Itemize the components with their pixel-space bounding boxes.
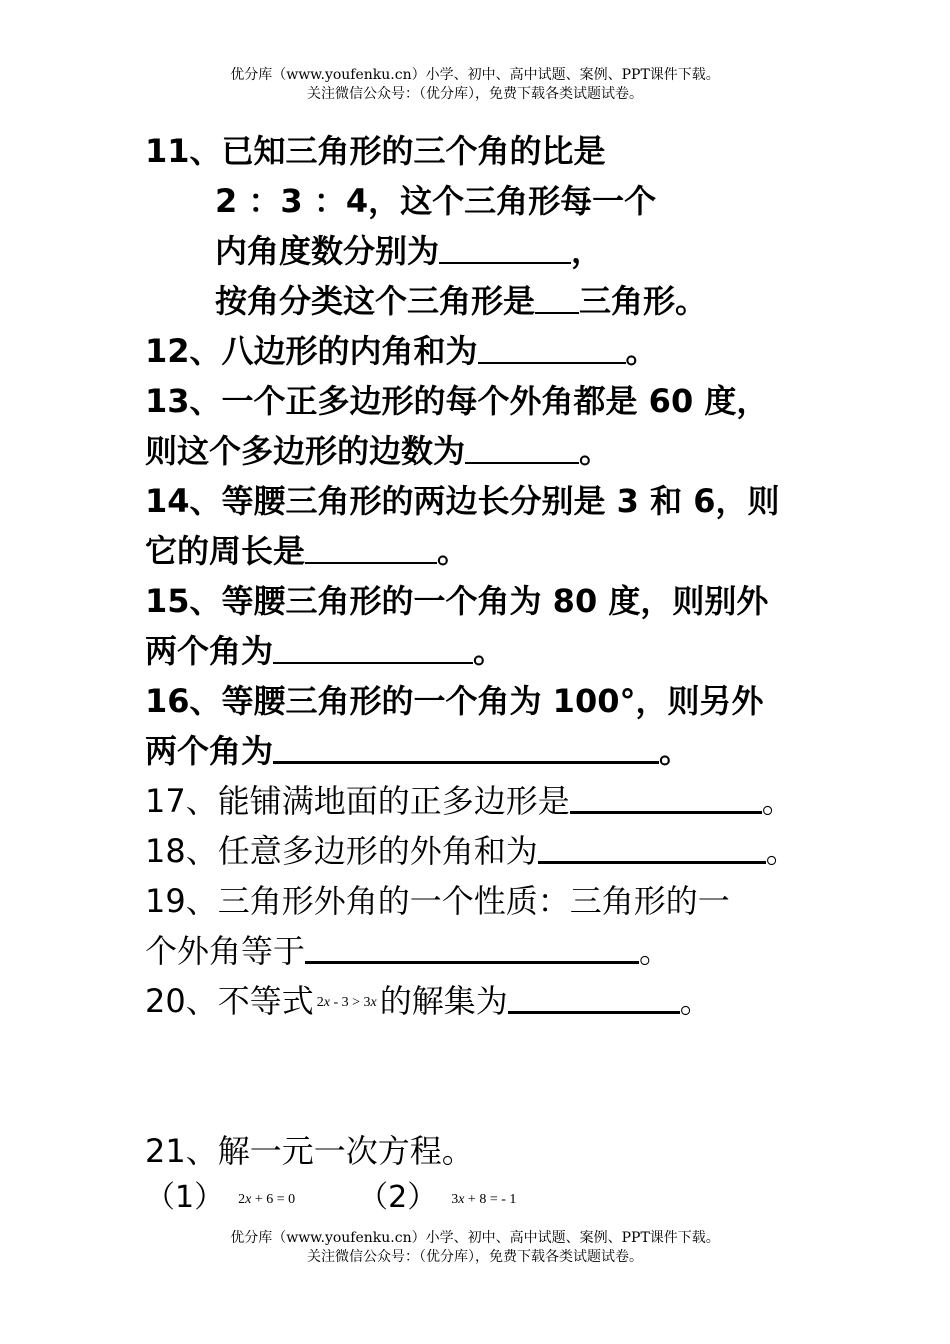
q17-line — [145, 776, 835, 826]
q18-text: 18、任意多边形的外角和为 — [145, 832, 538, 870]
q11-answer-blank-1[interactable] — [439, 228, 571, 264]
q11-text-4-end: 三角形。 — [579, 282, 708, 320]
q17-text: 17、能铺满地面的正多边形是 — [145, 782, 570, 820]
q21-eq2-rest: + 8 = - 1 — [464, 1192, 517, 1207]
q20-math-mid: - 3 > 3 — [329, 995, 371, 1010]
q21-eq1-var: x — [245, 1192, 252, 1207]
q20-line — [145, 976, 835, 1026]
q12-text: 12、八边形的内角和为 — [145, 332, 478, 370]
q15-text: 两个角为 — [145, 632, 274, 670]
q11-text-3: 内角度数分别为 — [215, 232, 440, 270]
q18-line — [145, 826, 835, 876]
header-line-1: 优分库（www.youfenku.cn）小学、初中、高中试题、案例、PPT课件下载。 — [230, 67, 720, 83]
q21-part-2-label: （2） — [358, 1180, 438, 1215]
q19-line-2 — [145, 926, 835, 976]
q15-end: 。 — [473, 632, 506, 670]
q11-line-3 — [145, 226, 835, 276]
footer-line-2: 关注微信公众号：（优分库），免费下载各类试题试卷。 — [307, 1249, 643, 1265]
q13-answer-blank[interactable] — [465, 428, 579, 464]
q16-end: 。 — [659, 732, 692, 770]
q21-eq2-coef: 3 — [451, 1192, 459, 1207]
q17-answer-blank[interactable] — [570, 777, 762, 814]
q21-equation-2 — [437, 1192, 519, 1207]
q16-text: 两个角为 — [145, 732, 274, 770]
q21-equations — [145, 1176, 835, 1220]
header-line-2: 关注微信公众号：（优分库），免费下载各类试题试卷。 — [307, 86, 643, 102]
q14-line-1: 14、等腰三角形的两边长分别是 3 和 6，则 — [145, 482, 780, 520]
q20-math-var-1: x — [323, 995, 330, 1010]
q11-line-4 — [145, 276, 835, 326]
q17-end: 。 — [761, 782, 794, 820]
footer-line-1: 优分库（www.youfenku.cn）小学、初中、高中试题、案例、PPT课件下载。 — [230, 1230, 720, 1246]
q14-text: 它的周长是 — [145, 532, 306, 570]
q20-text-2: 的解集为 — [379, 982, 508, 1020]
q19-end: 。 — [639, 932, 672, 970]
q16-line-1: 16、等腰三角形的一个角为 100°，则另外 — [145, 682, 764, 720]
q11-text-3-end: ， — [571, 232, 604, 270]
q12-line — [145, 326, 835, 376]
q21-part-1-label: （1） — [145, 1180, 225, 1215]
q20-answer-blank[interactable] — [508, 977, 680, 1014]
q20-text: 20、不等式 — [145, 982, 314, 1020]
q21-eq2-var: x — [458, 1192, 465, 1207]
q15-line-1: 15、等腰三角形的一个角为 80 度，则别外 — [145, 582, 769, 620]
q16-answer-blank[interactable] — [273, 727, 659, 764]
q20-math-coef: 2 — [316, 995, 324, 1010]
q15-answer-blank[interactable] — [273, 628, 473, 664]
q14-end: 。 — [437, 532, 470, 570]
question-list — [145, 126, 835, 1220]
q11-text-4: 按角分类这个三角形是 — [215, 282, 536, 320]
q18-end: 。 — [765, 832, 798, 870]
q13-line-2 — [145, 426, 835, 476]
q13-line-1: 13、一个正多边形的每个外角都是 60 度， — [145, 382, 769, 420]
q19-line-1: 19、三角形外角的一个性质：三角形的一 — [145, 882, 730, 920]
q11-line-2: 2 ：3 ：4，这个三角形每一个 — [215, 182, 657, 220]
q21-eq1-coef: 2 — [238, 1192, 246, 1207]
q18-answer-blank[interactable] — [538, 827, 766, 864]
q21-eq1-rest: + 6 = 0 — [251, 1192, 296, 1207]
q20-end: 。 — [679, 982, 712, 1020]
q19-text: 个外角等于 — [145, 932, 306, 970]
q14-line-2 — [145, 526, 835, 576]
q13-text: 则这个多边形的边数为 — [145, 432, 466, 470]
q16-line-2 — [145, 726, 835, 776]
q12-answer-blank[interactable] — [478, 328, 626, 364]
footer-banner — [0, 1229, 950, 1267]
q20-inequality — [314, 995, 380, 1010]
q12-end: 。 — [625, 332, 658, 370]
q11-answer-blank-2[interactable] — [535, 278, 579, 314]
q11-line-1: 11、已知三角形的三个角的比是 — [145, 132, 606, 170]
q19-answer-blank[interactable] — [305, 927, 639, 964]
header-banner — [0, 66, 950, 104]
q20-math-var-2: x — [370, 995, 377, 1010]
q15-line-2 — [145, 626, 835, 676]
q21-equation-1 — [224, 1192, 298, 1207]
q21-title: 21、解一元一次方程。 — [145, 1132, 474, 1170]
q14-answer-blank[interactable] — [305, 528, 437, 564]
q13-end: 。 — [579, 432, 612, 470]
